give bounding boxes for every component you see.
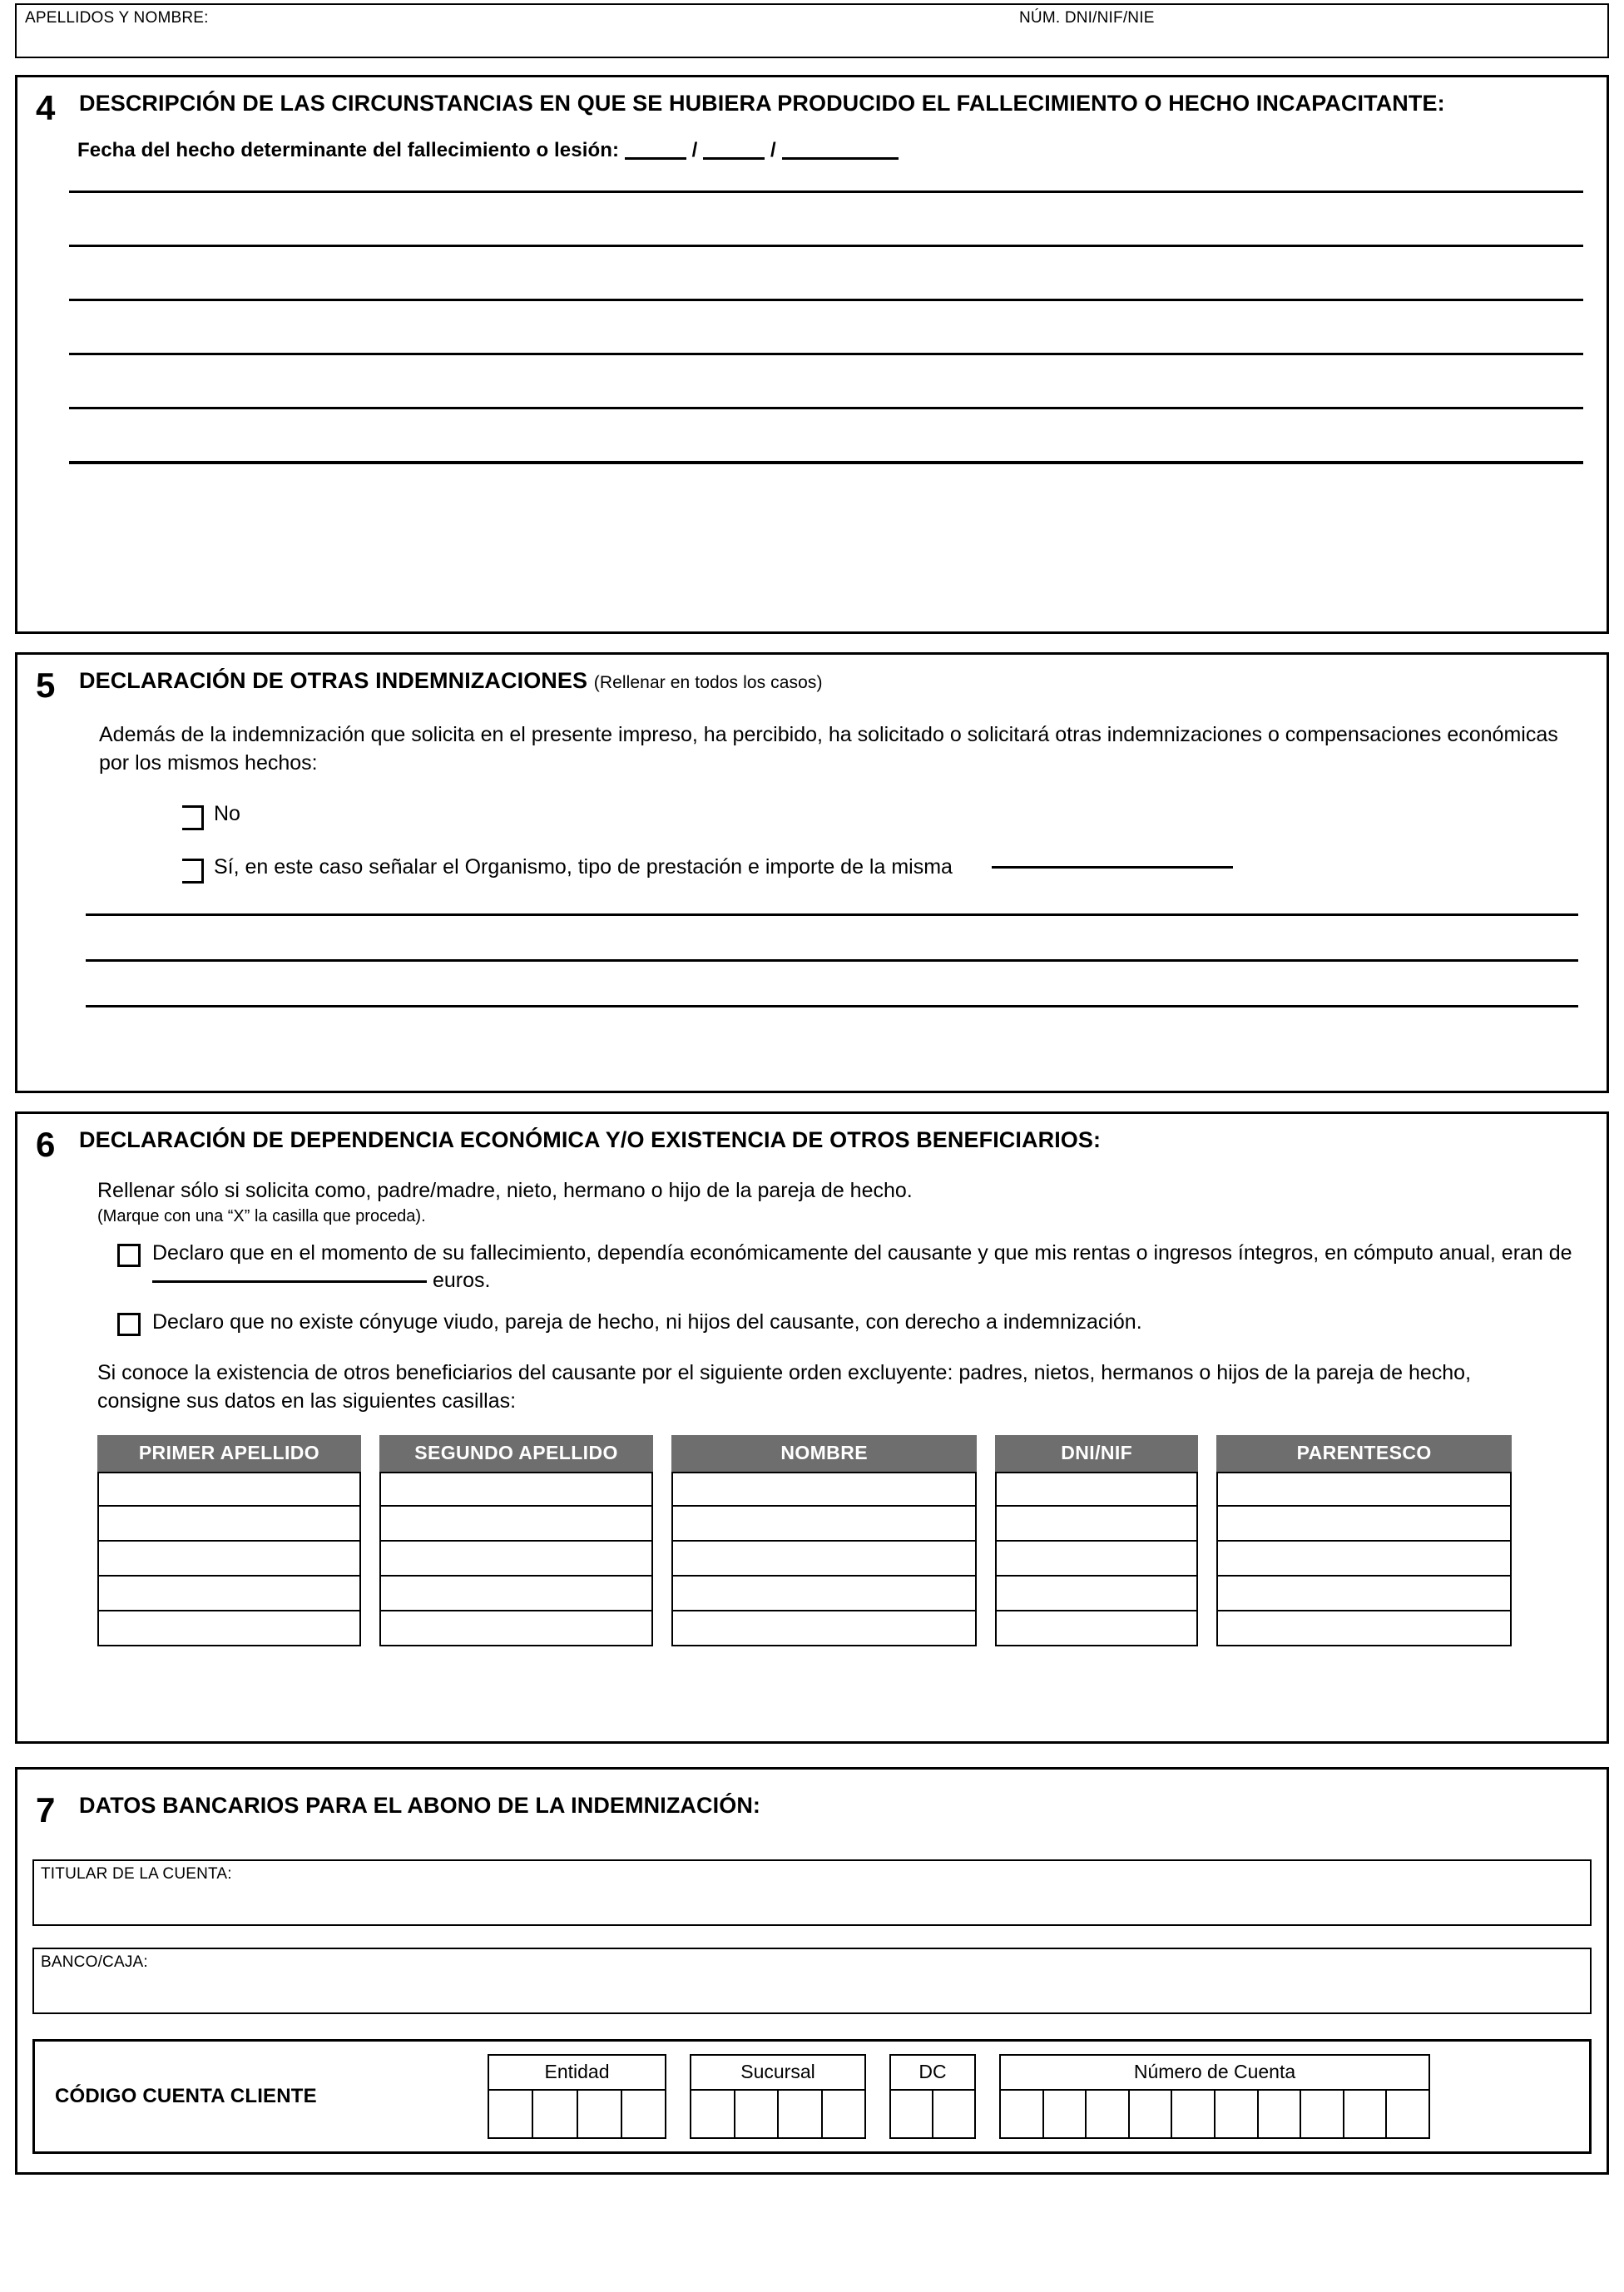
writing-line[interactable]: [69, 407, 1583, 409]
section-5-body-text: Además de la indemnización que solicita en el presente impreso, ha percibido, ha solicitado o solicitará otras indemnizaciones o compensaciones económicas por los mismos hechos:: [99, 723, 1558, 775]
table-cell[interactable]: [671, 1611, 977, 1646]
column-header: PARENTESCO: [1216, 1435, 1512, 1472]
checkbox-no[interactable]: [182, 805, 204, 830]
table-cell[interactable]: [379, 1542, 653, 1577]
table-column-dni-nif: [995, 1435, 1198, 1646]
ccc-digit-cell[interactable]: [691, 2091, 735, 2137]
table-cell[interactable]: [995, 1577, 1198, 1611]
banco-caja-field[interactable]: [32, 1948, 1592, 2014]
ccc-group-label: Número de Cuenta: [999, 2054, 1430, 2091]
table-cell[interactable]: [995, 1611, 1198, 1646]
declaration-1-text-part1: Declaro que en el momento de su fallecimiento, dependía económicamente del causante y que mis rentas o ingresos íntegros, en cómputo anual, eran de: [152, 1240, 1572, 1265]
section-5-writing-area[interactable]: [86, 913, 1578, 1007]
fecha-sep-1: /: [691, 139, 698, 161]
writing-line[interactable]: [69, 353, 1583, 355]
ccc-digit-cell[interactable]: [891, 2091, 933, 2137]
option-si-wrapper: [214, 855, 1607, 879]
table-column-nombre: [671, 1435, 977, 1646]
ccc-digit-cell[interactable]: [933, 2091, 974, 2137]
identity-strip: [15, 3, 1609, 58]
table-cell[interactable]: [995, 1507, 1198, 1542]
ccc-digit-cell[interactable]: [735, 2091, 780, 2137]
ccc-entidad-cells[interactable]: [488, 2091, 666, 2139]
ccc-group-numero-cuenta: [999, 2054, 1430, 2139]
table-cell[interactable]: [97, 1577, 361, 1611]
section-7-datos-bancarios: [15, 1767, 1609, 2175]
section-5-otras-indemnizaciones: [15, 652, 1609, 1093]
fecha-sep-2: /: [770, 139, 776, 161]
column-header: SEGUNDO APELLIDO: [379, 1435, 653, 1472]
section-4-header: [17, 77, 1607, 126]
form-page: [0, 3, 1624, 2292]
option-si-row[interactable]: [17, 855, 1607, 884]
fecha-anio-input[interactable]: [782, 157, 899, 160]
ccc-digit-cell[interactable]: [1172, 2091, 1216, 2137]
table-cell[interactable]: [97, 1507, 361, 1542]
section-5-title: [79, 666, 1590, 696]
section-6-dependencia-economica: [15, 1111, 1609, 1744]
rentas-anuales-input[interactable]: [152, 1280, 427, 1283]
ccc-label: CÓDIGO CUENTA CLIENTE: [55, 2085, 317, 2107]
titular-cuenta-field[interactable]: [32, 1859, 1592, 1926]
fecha-hecho-label: Fecha del hecho determinante del fallecimiento o lesión:: [77, 139, 620, 161]
table-cell[interactable]: [97, 1472, 361, 1507]
ccc-digit-cell[interactable]: [1216, 2091, 1259, 2137]
section-6-paragraph: Si conoce la existencia de otros beneficiarios del causante por el siguiente orden excluyente: padres, nietos, hermanos o hijos de la pareja de hecho, consigne sus datos en las siguientes casillas:: [97, 1361, 1472, 1413]
beneficiarios-table: [97, 1435, 1512, 1646]
writing-line[interactable]: [69, 463, 1583, 464]
table-cell[interactable]: [1216, 1542, 1512, 1577]
writing-line[interactable]: [69, 245, 1583, 247]
writing-line[interactable]: [69, 191, 1583, 193]
checkbox-si[interactable]: [182, 859, 204, 884]
table-column-segundo-apellido: [379, 1435, 653, 1646]
section-7-header: [17, 1770, 1607, 1828]
ccc-group-dc: [889, 2054, 976, 2139]
section-4-circunstancias: [15, 75, 1609, 634]
ccc-digit-cell[interactable]: [823, 2091, 865, 2137]
option-no-row[interactable]: [17, 802, 1607, 830]
checkbox-declaration-1[interactable]: [117, 1244, 141, 1267]
table-cell[interactable]: [379, 1472, 653, 1507]
section-6-title: DECLARACIÓN DE DEPENDENCIA ECONÓMICA Y/O EXISTENCIA DE OTROS BENEFICIARIOS:: [79, 1127, 1102, 1152]
apellidos-nombre-label: APELLIDOS Y NOMBRE:: [25, 9, 209, 27]
section-6-intro: Rellenar sólo si solicita como, padre/madre, nieto, hermano o hijo de la pareja de hecho.: [97, 1179, 913, 1202]
section-5-number: 5: [36, 666, 56, 705]
section-6-header: [17, 1114, 1607, 1162]
ccc-group-entidad: [488, 2054, 666, 2139]
ccc-digit-cell[interactable]: [1087, 2091, 1130, 2137]
ccc-digit-cell[interactable]: [1301, 2091, 1344, 2137]
table-cell[interactable]: [379, 1577, 653, 1611]
fecha-hecho-row: [17, 126, 1607, 162]
ccc-digit-cell[interactable]: [1001, 2091, 1044, 2137]
table-column-primer-apellido: [97, 1435, 361, 1646]
ccc-digit-cell[interactable]: [1259, 2091, 1302, 2137]
section-7-number: 7: [36, 1790, 56, 1829]
ccc-digit-cell[interactable]: [1387, 2091, 1428, 2137]
ccc-dc-cells[interactable]: [889, 2091, 976, 2139]
writing-line[interactable]: [86, 959, 1578, 962]
section-4-writing-area[interactable]: [69, 191, 1583, 464]
ccc-digit-cell[interactable]: [779, 2091, 823, 2137]
option-si-importe-input[interactable]: [992, 866, 1233, 869]
ccc-group-sucursal: [690, 2054, 866, 2139]
fecha-mes-input[interactable]: [703, 157, 765, 160]
section-5-header: [17, 655, 1607, 703]
table-column-parentesco: [1216, 1435, 1512, 1646]
table-cell[interactable]: [1216, 1472, 1512, 1507]
ccc-group-label: DC: [889, 2054, 976, 2091]
table-cell[interactable]: [995, 1542, 1198, 1577]
table-cell[interactable]: [995, 1472, 1198, 1507]
table-cell[interactable]: [1216, 1611, 1512, 1646]
banco-caja-label: BANCO/CAJA:: [41, 1953, 148, 1971]
section-4-number: 4: [36, 88, 56, 127]
declaration-1-text-part2: euros.: [432, 1269, 491, 1292]
declaration-2-text: Declaro que no existe cónyuge viudo, pareja de hecho, ni hijos del causante, con derecho a indemnización.: [152, 1309, 1142, 1334]
section-6-number: 6: [36, 1125, 56, 1164]
ccc-digit-cell[interactable]: [1044, 2091, 1087, 2137]
declaration-1-wrapper: [152, 1240, 1573, 1295]
declaration-2-row[interactable]: [17, 1302, 1607, 1337]
ccc-group-label: Entidad: [488, 2054, 666, 2091]
column-header: PRIMER APELLIDO: [97, 1435, 361, 1472]
section-5-title-text: DECLARACIÓN DE OTRAS INDEMNIZACIONES: [79, 668, 588, 693]
ccc-digit-cell[interactable]: [1130, 2091, 1173, 2137]
table-cell[interactable]: [671, 1577, 977, 1611]
ccc-digit-cell[interactable]: [578, 2091, 622, 2137]
checkbox-declaration-2[interactable]: [117, 1313, 141, 1336]
ccc-sucursal-cells[interactable]: [690, 2091, 866, 2139]
dni-nif-nie-label: NÚM. DNI/NIF/NIE: [1019, 9, 1155, 27]
ccc-numero-cuenta-cells[interactable]: [999, 2091, 1430, 2139]
declaration-1-row[interactable]: [17, 1233, 1607, 1295]
table-cell[interactable]: [97, 1542, 361, 1577]
section-6-instruction: (Marque con una “X” la casilla que proceda).: [97, 1206, 426, 1225]
table-cell[interactable]: [1216, 1507, 1512, 1542]
table-cell[interactable]: [97, 1611, 361, 1646]
ccc-digit-cell[interactable]: [533, 2091, 577, 2137]
table-cell[interactable]: [379, 1507, 653, 1542]
option-si-label: Sí, en este caso señalar el Organismo, tipo de prestación e importe de la misma: [214, 855, 953, 879]
column-header: NOMBRE: [671, 1435, 977, 1472]
table-cell[interactable]: [671, 1472, 977, 1507]
ccc-group-label: Sucursal: [690, 2054, 866, 2091]
writing-line[interactable]: [69, 299, 1583, 301]
table-cell[interactable]: [671, 1507, 977, 1542]
table-cell[interactable]: [671, 1542, 977, 1577]
codigo-cuenta-cliente-block: [32, 2039, 1592, 2154]
writing-line[interactable]: [86, 1005, 1578, 1007]
ccc-digit-cell[interactable]: [489, 2091, 533, 2137]
section-7-title: DATOS BANCARIOS PARA EL ABONO DE LA INDEMNIZACIÓN:: [79, 1793, 761, 1818]
option-no-label: No: [214, 802, 240, 825]
table-cell[interactable]: [379, 1611, 653, 1646]
section-4-title: DESCRIPCIÓN DE LAS CIRCUNSTANCIAS EN QUE SE HUBIERA PRODUCIDO EL FALLECIMIENTO O HECHO INCAPACITANTE:: [79, 91, 1445, 116]
titular-cuenta-label: TITULAR DE LA CUENTA:: [41, 1865, 232, 1883]
section-5-title-note: (Rellenar en todos los casos): [593, 673, 823, 692]
ccc-digit-cell[interactable]: [622, 2091, 665, 2137]
fecha-dia-input[interactable]: [625, 157, 686, 160]
table-cell[interactable]: [1216, 1577, 1512, 1611]
writing-line[interactable]: [86, 913, 1578, 916]
column-header: DNI/NIF: [995, 1435, 1198, 1472]
ccc-digit-cell[interactable]: [1344, 2091, 1388, 2137]
